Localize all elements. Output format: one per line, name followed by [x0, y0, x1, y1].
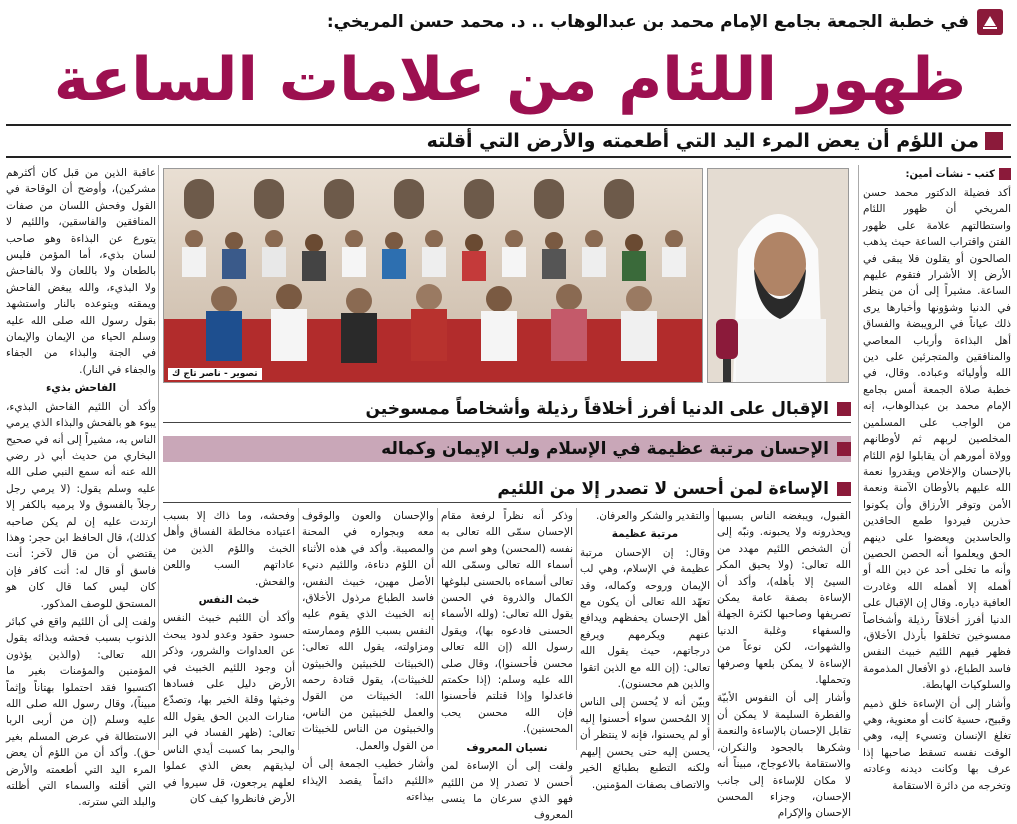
paragraph: وأشار خطيب الجمعة إلى أن «اللئيم دائماً يقصد الإيذاء بيذاءته: [302, 758, 434, 803]
paragraph: وأشار إلى أن النفوس الأبيّة والفطرة السليمة لا يمكن أن تقابل الإحسان بالإساءة والنعمة وشكرها بالجحود والنكران، والاستقامة بالاعوجاج، مبيناً أنه لا مكان للإساءة إلى جانب الإحسان، وجزاء المحسن الإحسان والإكرام: [717, 692, 851, 820]
article-column: [717, 508, 851, 820]
article-column-left: [6, 165, 156, 809]
paragraph: وأكد أن اللئيم خبيث النفس حسود حقود وعدو لدود يبحث عن العداوات والشرور، وذكر أن وجود اللئيم الخبيث في الأرض دليل على فسادها وخبثها وقلة الخير بها، وتصدّع منارات الدين الحق يقول الله تعالى: (ظهر الفساد في البر والبحر بما كسبت أيدي الناس ليذيقهم بعض الذي عملوا لعلهم يرجعون، قل سيروا في الأرض فانظروا كيف كان: [163, 612, 295, 805]
headline: ظهور اللئام من علامات الساعة: [53, 45, 967, 115]
pull-quote: [163, 436, 851, 462]
paragraph: وأكد أن اللئيم الفاحش البذيء، يبوء هو بالفحش والبذاء الذي يرمي الناس به، مشيراً إلى أنه في صحيح البخاري من حديث أبي ذر رضي الله عنه أنه سمع النبي صلى الله عليه وسلم يقول: (لا يرمي رجل رجلاً بالفسوق ولا يرميه بالكفر إلا ارتدت عليه إن لم يكن صاحبه كذلك)، قال الحافظ ابن حجر: وهذا يقتضي أن من قال لآخر: أنت فاسق أو قال له: أنت كافر فإن كان ليس كما قال كان هو المستحق للوصف المذكور.: [6, 400, 156, 610]
pull-quote: [163, 396, 851, 423]
paragraph: وقال: إن الإحسان مرتبة عظيمة في الإسلام، وهي لب الإيمان وروحه وكماله، وقد تعهّد الله تعالى أن يكون مع أهل الإحسان يحفظهم ويدافع عنهم ويكرمهم ويرفع درجاتهم، حيث يقول الله تعالى: (إن الله مع الذين اتقوا والذين هم محسنون).: [580, 546, 710, 691]
pull-quote-text: الإساءة لمن أحسن لا تصدر إلا من اللئيم: [497, 479, 829, 499]
paragraph: والتقدير والشكر والعرفان.: [595, 510, 710, 522]
article-column-right: [863, 185, 1011, 792]
byline-marker-icon: [999, 168, 1011, 180]
paragraph: وفحشه، وما ذاك إلا بسبب اعتياده مخالطة الفساق وأهل الخبث واللؤم الذين من عاداتهم السب واللعن والفحش.: [163, 510, 295, 588]
kicker-line: [303, 6, 1003, 38]
article-column: [580, 508, 710, 791]
paragraph: أكد فضيلة الدكتور محمد حسن المريخي أن ظهور اللئام واستطالتهم علامة على ظهور الفتن واقتراب الساعة حيث يذهب الصالحون أو يقلون فلا يبقى في الأرض إلا الأشرار فتقوم عليهم الساعة. مشيراً إلى أن من ينظر في الدنيا وشؤونها وأخبارها يرى ذلك عياناً في الرويبضة والفساق أهل البذاءة وأرباب المعاصي والمنافقين والمتجرئين على دين الله وأوليائه وعباده. وقال، في خطبة صلاة الجمعة أمس بجامع الإمام محمد بن عبدالوهاب، إنه من الواجب على المسلمين المخلصين لربهم ثم لأوطانهم وولاة أمورهم أن يقابلوا لؤم اللئام بالإحسان والإخلاص ويقدروا نعمة الله عليهم بالأوطان الآمنة ونعمة الأمن وتوفر الأرزاق وأن يكونوا حذرين فيردوا طمع الحاقدين والحاسدين ويعضوا على دينهم الحق ويعلموا أنه الحصن الحصين وأنه ما تخلى أحد عن دين الله أو أهمله إلا أهمله الله وغادرت العافية دياره. وقال إن الإقبال على الدنيا أفرز أخلاقاً رذيلة وأشخاصاً ممسوخين تخلقوا بأرذل الأخلاق، فظهر فيهم اللئيم خبيث النفس فاسد الطباع، ذو الأفعال المذمومة والسلوكيات الهابطة.: [863, 187, 1011, 692]
subtitle: من اللؤم أن يعض المرء اليد التي أطعمته والأرض التي أقلته: [426, 130, 979, 152]
pull-quote: [163, 476, 851, 503]
paragraph: القبول، ويبغضه الناس بسببها ويحذرونه ولا يحبونه. ونبّه إلى أن الشخص اللئيم مهدد من الله تعالى: (ولا يحيق المكر السيئ إلا بأهله)، وأكد أن الإساءة بصفة عامة يمكن تصريفها وصاحبها لكثرة الجهلة والسفهاء وغلبة الدنيا والشهوات، لكن نوعاً من الإساءة لا يمكن بلعها وصرفها وتحملها.: [717, 510, 851, 687]
paragraph: ولفت إلى أن الإساءة لمن أحسن لا تصدر إلا من اللئيم فهو الذي سرعان ما ينسى المعروف: [441, 760, 573, 822]
article-column: [441, 508, 573, 822]
subheading: خبث النفس: [198, 594, 260, 607]
article-column: [163, 508, 295, 805]
subtitle-bar: [6, 124, 1011, 158]
paragraph: والإحسان والعون والوقوف معه وبجواره في المحنة والمصيبة. وأكد في هذه الأثناء أن اللؤم دناءة، واللئيم دنيء الأصل مهين، خبيث النفس، فاسد الطباع مرذول الأخلاق، إنه الخبيث الذي يقوم عليه النفس بسبب اللؤم وممارسته ومزاولته، يقول الله تعالى: (الخبيثات للخبيثين والخبيثون للخبيثات)، يقول قتادة رحمه الله: الخبيثات من القول والعمل للخبيثين من الناس، والخبيثون من الناس للخبيثات من القول والعمل.: [302, 510, 434, 752]
congregation-photo: [163, 168, 703, 383]
pull-quote-marker-icon: [837, 482, 851, 496]
paragraph: عاقبة الذين من قبل كان أكثرهم مشركين)، وأوضح أن الوقاحة في القول وفحش اللسان من صفات المنافقين والفاسقين، واللئيم لا يتورع عن البذاءة وهو صاحب لسان بذيء، أما المؤمن فليس بالطعان ولا باللعان ولا بالفاحش ولا البذيء، والله يبغض الفاحش ويمقته ويتوعده بالنار واستشهد بقول رسول الله صلى الله عليه وسلم الحياء من الإيمان والإيمان في الجنة والبذاء من الجفاء والجفاء في النار).: [6, 167, 156, 376]
article-column: [302, 508, 434, 803]
subheading: الفاحش بذيء: [45, 382, 117, 395]
subheading: نسيان المعروف: [466, 741, 548, 754]
pull-quote-marker-icon: [837, 402, 851, 416]
pull-quote-text: الإحسان مرتبة عظيمة في الإسلام ولب الإيمان وكماله: [381, 439, 829, 459]
subheading: مرتبة عظيمة: [611, 528, 679, 541]
pull-quote-text: الإقبال على الدنيا أفرز أخلاقاً رذيلة وأشخاصاً ممسوخين: [365, 399, 829, 419]
paragraph: وأشار إلى أن الإساءة خلق ذميم وقبيح، حسية كانت أو معنوية، وهي تغلغ الإنسان وتسيء إليه، وهي الوقت نفسه تسقط صاحبها إذا عرف بها وكانت ديدنه وعادته وتخرجه من دائرة الاستقامة: [863, 697, 1011, 792]
speaker-photo: [707, 168, 849, 383]
photo-caption: تصوير - ناصر تاج ك: [168, 368, 262, 380]
paragraph: وبيّن أنه لا يُحسن إلى الناس إلا المُحسن سواء أحسنوا إليه أو لم يحسنوا، فإنه لا ينتظر أن يحسن إليه حتى يحسن إليهم ولكنه التطبع بطبائع الخير والاتصاف بصفات المؤمنين.: [580, 696, 710, 791]
subtitle-marker-icon: [985, 132, 1003, 150]
pull-quote-marker-icon: [837, 442, 851, 456]
kicker-text: في خطبة الجمعة بجامع الإمام محمد بن عبدالوهاب .. د. محمد حسن المريخي:: [326, 12, 969, 32]
paragraph: وذكر أنه نظراً لرفعة مقام الإحسان سمّى الله تعالى به نفسه (المحسن) وهو اسم من أسماء الله تعالى وسمّى الله تعالى أسماءه بالحسنى لبلوغها الكمال والذروة في الحسن يقول الله تعالى: (ولله الأسماء الحسنى فادعوه بها)، ويقول رسول الله (إن الله تعالى محسن فأحسنوا)، وقال صلى الله عليه وسلم: (إذا حكمتم فاعدلوا وإذا قتلتم فأحسنوا فإن الله محسن يحب المحسنين).: [441, 510, 573, 736]
byline: [863, 165, 1011, 183]
paragraph: ولفت إلى أن اللئيم واقع في كبائر الذنوب بسبب فحشه وبذائه يقول الله تعالى: (والذين يؤذون المؤمنين والمؤمنات بغير ما اكتسبوا فقد احتملوا بهتاناً وإثماً مبيناً)، وقال رسول الله صلى الله عليه وسلم (إن من أربى الربا الاستطالة في عرض المسلم بغير حق). وأكد أن من اللؤم أن يعض المرء اليد التي أطعمته والأرض التي أقلته والسماء التي أظلته والبلد التي سترته.: [6, 615, 156, 809]
byline-text: كتب - نشأت أمين:: [905, 168, 995, 180]
newspaper-logo-icon: [977, 9, 1003, 35]
